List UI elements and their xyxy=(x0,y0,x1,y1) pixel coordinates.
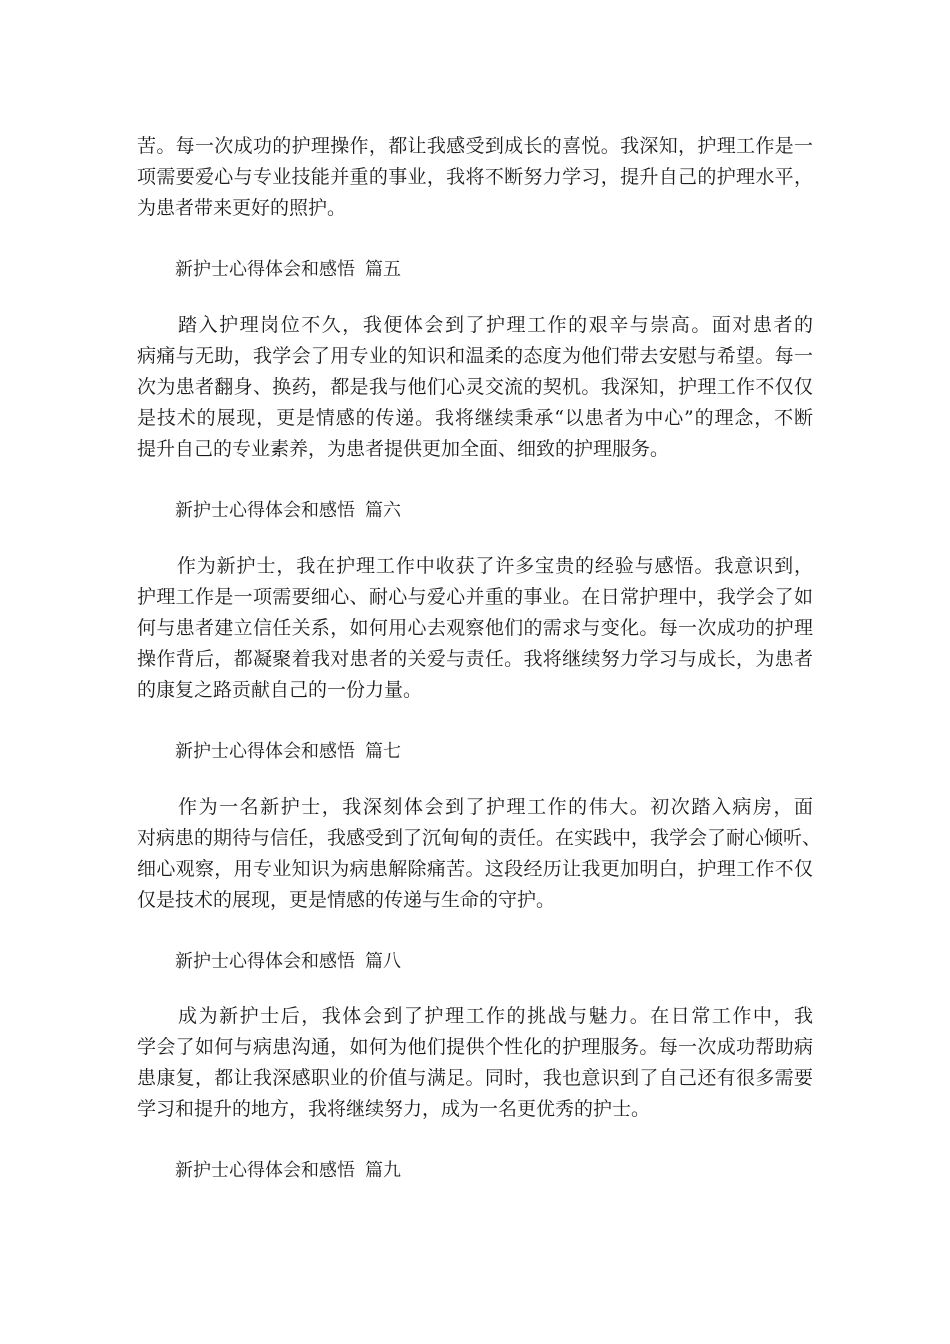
section-title: 新护士心得体会和感悟 xyxy=(175,951,355,972)
paragraph-line: 作为新护士，我在护理工作中收获了许多宝贵的经验与感悟。我意识到， xyxy=(137,555,813,577)
paragraph-line: 成为新护士后，我体会到了护理工作的挑战与魅力。在日常工作中，我 xyxy=(137,1005,813,1027)
section-paragraph xyxy=(137,792,822,916)
section-title: 新护士心得体会和感悟 xyxy=(175,741,355,762)
paragraph-line: 对病患的期待与信任，我感受到了沉甸甸的责任。在实践中，我学会了耐心倾听、 xyxy=(137,827,822,849)
section-heading xyxy=(175,254,401,285)
section-heading xyxy=(175,736,401,767)
paragraph-line: 提升自己的专业素养，为患者提供更加全面、细致的护理服务。 xyxy=(137,438,670,460)
paragraph-line: 苦。每一次成功的护理操作，都让我感受到成长的喜悦。我深知，护理工作是一 xyxy=(137,135,813,157)
section-part: 篇六 xyxy=(365,500,401,521)
section-paragraph xyxy=(137,551,813,706)
section-heading xyxy=(175,1155,401,1186)
paragraph-line: 项需要爱心与专业技能并重的事业，我将不断努力学习，提升自己的护理水平， xyxy=(137,166,813,188)
section-part: 篇九 xyxy=(365,1160,401,1181)
paragraph-line: 踏入护理岗位不久，我便体会到了护理工作的艰辛与崇高。面对患者的 xyxy=(137,314,813,336)
paragraph-line: 护理工作是一项需要细心、耐心与爱心并重的事业。在日常护理中，我学会了如 xyxy=(137,586,813,608)
paragraph-line: 仅是技术的展现，更是情感的传递与生命的守护。 xyxy=(137,889,556,911)
paragraph-line: 次为患者翻身、换药，都是我与他们心灵交流的契机。我深知，护理工作不仅仅 xyxy=(137,376,813,398)
section-title: 新护士心得体会和感悟 xyxy=(175,500,355,521)
paragraph-line: 为患者带来更好的照护。 xyxy=(137,197,347,219)
section-heading xyxy=(175,495,401,526)
section-part: 篇五 xyxy=(365,259,401,280)
section-part: 篇七 xyxy=(365,741,401,762)
paragraph-line: 何与患者建立信任关系，如何用心去观察他们的需求与变化。每一次成功的护理 xyxy=(137,617,813,639)
paragraph-line: 是技术的展现，更是情感的传递。我将继续秉承“以患者为中心”的理念，不断 xyxy=(137,407,813,429)
paragraph-line: 的康复之路贡献自己的一份力量。 xyxy=(137,679,423,701)
continuation-paragraph xyxy=(137,131,813,224)
section-title: 新护士心得体会和感悟 xyxy=(175,259,355,280)
paragraph-line: 学会了如何与病患沟通，如何为他们提供个性化的护理服务。每一次成功帮助病 xyxy=(137,1036,813,1058)
section-part: 篇八 xyxy=(365,951,401,972)
paragraph-line: 操作背后，都凝聚着我对患者的关爱与责任。我将继续努力学习与成长，为患者 xyxy=(137,648,813,670)
paragraph-line: 学习和提升的地方，我将继续努力，成为一名更优秀的护士。 xyxy=(137,1098,651,1120)
paragraph-line: 细心观察，用专业知识为病患解除痛苦。这段经历让我更加明白，护理工作不仅 xyxy=(137,858,813,880)
section-paragraph xyxy=(137,1001,813,1125)
paragraph-line: 作为一名新护士，我深刻体会到了护理工作的伟大。初次踏入病房，面 xyxy=(137,796,813,818)
section-title: 新护士心得体会和感悟 xyxy=(175,1160,355,1181)
section-heading xyxy=(175,946,401,977)
paragraph-line: 病痛与无助，我学会了用专业的知识和温柔的态度为他们带去安慰与希望。每一 xyxy=(137,345,813,367)
section-paragraph xyxy=(137,310,813,465)
paragraph-line: 患康复，都让我深感职业的价值与满足。同时，我也意识到了自己还有很多需要 xyxy=(137,1067,813,1089)
